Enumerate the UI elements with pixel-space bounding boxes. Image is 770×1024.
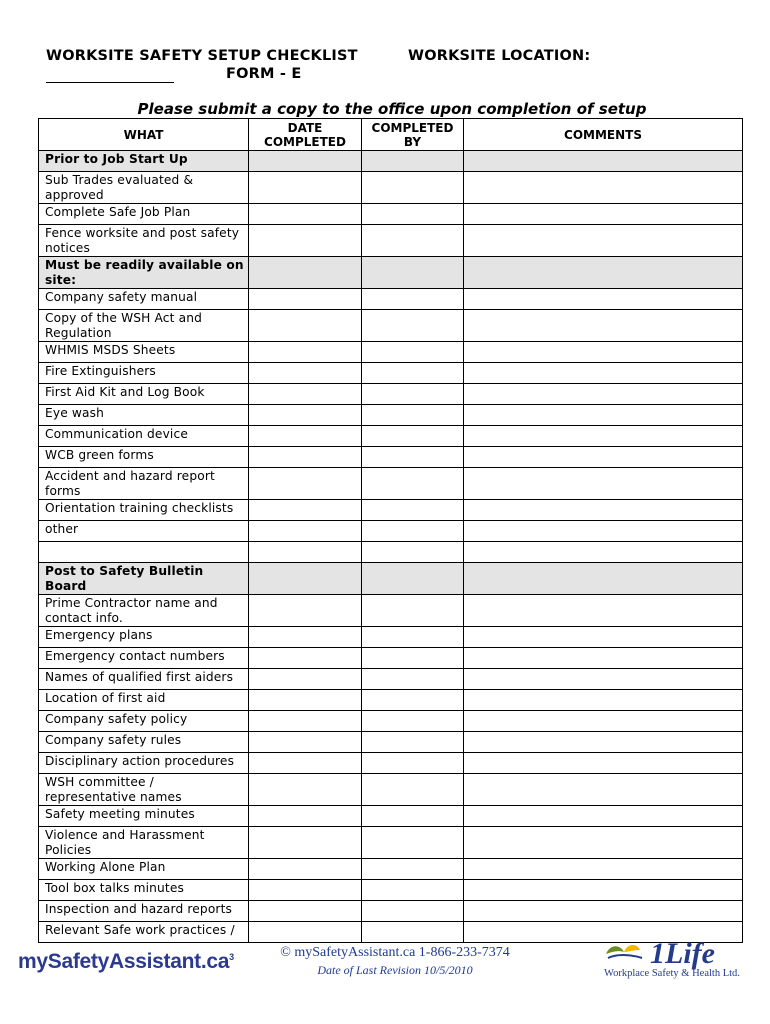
completed-by-cell[interactable]: [362, 711, 464, 732]
table-row: [39, 827, 743, 859]
date-completed-cell[interactable]: [249, 732, 362, 753]
table-header-row: [39, 119, 743, 151]
completed-by-cell[interactable]: [362, 384, 464, 405]
mysafetyassistant-logo: [18, 950, 234, 974]
table-row: [39, 627, 743, 648]
item-label: Sub Trades evaluated & approved: [39, 172, 249, 204]
item-label: Eye wash: [39, 405, 249, 426]
comments-cell[interactable]: [464, 859, 743, 880]
date-completed-cell[interactable]: [249, 542, 362, 563]
comments-cell[interactable]: [464, 711, 743, 732]
comments-cell[interactable]: [464, 310, 743, 342]
date-completed-cell[interactable]: [249, 627, 362, 648]
completed-by-cell: [362, 257, 464, 289]
table-row: [39, 225, 743, 257]
completed-by-cell[interactable]: [362, 363, 464, 384]
completed-by-cell[interactable]: [362, 880, 464, 901]
comments-cell[interactable]: [464, 753, 743, 774]
column-header-date-completed: DATE COMPLETED: [249, 119, 362, 151]
table-row: [39, 901, 743, 922]
completed-by-cell[interactable]: [362, 521, 464, 542]
completed-by-cell[interactable]: [362, 426, 464, 447]
comments-cell[interactable]: [464, 827, 743, 859]
comments-cell[interactable]: [464, 172, 743, 204]
comments-cell[interactable]: [464, 806, 743, 827]
submit-instruction: Please submit a copy to the office upon completion of setup: [137, 100, 647, 118]
item-label: Company safety rules: [39, 732, 249, 753]
completed-by-cell: [362, 151, 464, 172]
comments-cell[interactable]: [464, 648, 743, 669]
comments-cell: [464, 563, 743, 595]
completed-by-cell[interactable]: [362, 468, 464, 500]
item-label: Violence and Harassment Policies: [39, 827, 249, 859]
table-row: [39, 521, 743, 542]
item-label: Working Alone Plan: [39, 859, 249, 880]
completed-by-cell[interactable]: [362, 922, 464, 943]
date-completed-cell[interactable]: [249, 806, 362, 827]
comments-cell[interactable]: [464, 500, 743, 521]
comments-cell[interactable]: [464, 595, 743, 627]
table-row: [39, 859, 743, 880]
date-completed-cell[interactable]: [249, 500, 362, 521]
completed-by-cell[interactable]: [362, 901, 464, 922]
comments-cell[interactable]: [464, 521, 743, 542]
comments-cell[interactable]: [464, 384, 743, 405]
date-completed-cell[interactable]: [249, 690, 362, 711]
item-label: Tool box talks minutes: [39, 880, 249, 901]
comments-cell[interactable]: [464, 880, 743, 901]
column-header-what: WHAT: [39, 119, 249, 151]
comments-cell[interactable]: [464, 289, 743, 310]
date-completed-cell[interactable]: [249, 204, 362, 225]
date-completed-cell: [249, 563, 362, 595]
item-label: Must be readily available on site:: [39, 257, 249, 289]
date-completed-cell[interactable]: [249, 363, 362, 384]
table-row: [39, 542, 743, 563]
comments-cell[interactable]: [464, 468, 743, 500]
item-label: WCB green forms: [39, 447, 249, 468]
section-header-row: [39, 257, 743, 289]
completed-by-cell[interactable]: [362, 225, 464, 257]
completed-by-cell[interactable]: [362, 447, 464, 468]
comments-cell[interactable]: [464, 542, 743, 563]
comments-cell[interactable]: [464, 669, 743, 690]
footer-revision-date: Date of Last Revision 10/5/2010: [317, 963, 473, 977]
date-completed-cell[interactable]: [249, 901, 362, 922]
item-label: Safety meeting minutes: [39, 806, 249, 827]
completed-by-cell[interactable]: [362, 827, 464, 859]
date-completed-cell[interactable]: [249, 648, 362, 669]
comments-cell[interactable]: [464, 627, 743, 648]
completed-by-cell: [362, 563, 464, 595]
table-row: [39, 342, 743, 363]
item-label: other: [39, 521, 249, 542]
completed-by-cell[interactable]: [362, 753, 464, 774]
brand-1life: 1Life: [650, 937, 715, 970]
item-label: First Aid Kit and Log Book: [39, 384, 249, 405]
completed-by-cell[interactable]: [362, 627, 464, 648]
item-label: [39, 542, 249, 563]
comments-cell[interactable]: [464, 225, 743, 257]
date-completed-cell[interactable]: [249, 774, 362, 806]
completed-by-cell[interactable]: [362, 732, 464, 753]
date-completed-cell[interactable]: [249, 172, 362, 204]
comments-cell[interactable]: [464, 426, 743, 447]
item-label: Prime Contractor name and contact info.: [39, 595, 249, 627]
table-row: [39, 648, 743, 669]
table-row: [39, 669, 743, 690]
table-row: [39, 447, 743, 468]
section-header-row: [39, 563, 743, 595]
table-row: [39, 426, 743, 447]
item-label: Prior to Job Start Up: [39, 151, 249, 172]
date-completed-cell[interactable]: [249, 521, 362, 542]
completed-by-cell[interactable]: [362, 690, 464, 711]
footer-contact: © mySafetyAssistant.ca 1-866-233-7374: [280, 945, 510, 960]
completed-by-cell[interactable]: [362, 648, 464, 669]
table-row: [39, 384, 743, 405]
item-label: Inspection and hazard reports: [39, 901, 249, 922]
date-completed-cell[interactable]: [249, 426, 362, 447]
brand-subtitle: Workplace Safety & Health Ltd.: [604, 968, 740, 979]
column-header-comments: COMMENTS: [464, 119, 743, 151]
completed-by-cell[interactable]: [362, 204, 464, 225]
table-row: [39, 806, 743, 827]
table-row: [39, 880, 743, 901]
item-label: Location of first aid: [39, 690, 249, 711]
completed-by-cell[interactable]: [362, 774, 464, 806]
column-header-completed-by: COMPLETED BY: [362, 119, 464, 151]
item-label: Copy of the WSH Act and Regulation: [39, 310, 249, 342]
footer-info: [255, 945, 535, 978]
item-label: WSH committee / representative names: [39, 774, 249, 806]
date-completed-cell: [249, 257, 362, 289]
item-label: Fence worksite and post safety notices: [39, 225, 249, 257]
logo-text: mySafetyAssistant.ca: [18, 950, 230, 973]
worksite-location-label: WORKSITE LOCATION:: [408, 48, 591, 64]
table-row: [39, 595, 743, 627]
table-row: [39, 363, 743, 384]
completed-by-cell[interactable]: [362, 669, 464, 690]
item-label: Communication device: [39, 426, 249, 447]
table-row: [39, 468, 743, 500]
date-completed-cell[interactable]: [249, 289, 362, 310]
completed-by-cell[interactable]: [362, 289, 464, 310]
date-completed-cell[interactable]: [249, 447, 362, 468]
item-label: Relevant Safe work practices /: [39, 922, 249, 943]
item-label: Company safety policy: [39, 711, 249, 732]
item-label: Emergency contact numbers: [39, 648, 249, 669]
date-completed-cell: [249, 151, 362, 172]
completed-by-cell[interactable]: [362, 806, 464, 827]
form-title: WORKSITE SAFETY SETUP CHECKLIST: [46, 48, 358, 64]
comments-cell[interactable]: [464, 732, 743, 753]
completed-by-cell[interactable]: [362, 542, 464, 563]
comments-cell[interactable]: [464, 342, 743, 363]
comments-cell[interactable]: [464, 690, 743, 711]
table-row: [39, 753, 743, 774]
item-label: Post to Safety Bulletin Board: [39, 563, 249, 595]
table-row: [39, 774, 743, 806]
item-label: WHMIS MSDS Sheets: [39, 342, 249, 363]
location-blank-line: [46, 82, 174, 83]
date-completed-cell[interactable]: [249, 468, 362, 500]
completed-by-cell[interactable]: [362, 405, 464, 426]
comments-cell[interactable]: [464, 901, 743, 922]
completed-by-cell[interactable]: [362, 342, 464, 363]
comments-cell[interactable]: [464, 363, 743, 384]
item-label: Complete Safe Job Plan: [39, 204, 249, 225]
item-label: Emergency plans: [39, 627, 249, 648]
logo-mark: 3: [229, 952, 234, 962]
table-row: [39, 172, 743, 204]
completed-by-cell[interactable]: [362, 595, 464, 627]
date-completed-cell[interactable]: [249, 669, 362, 690]
table-row: [39, 732, 743, 753]
date-completed-cell[interactable]: [249, 753, 362, 774]
comments-cell: [464, 151, 743, 172]
form-id: FORM - E: [226, 66, 302, 82]
date-completed-cell[interactable]: [249, 880, 362, 901]
comments-cell[interactable]: [464, 204, 743, 225]
item-label: Accident and hazard report forms: [39, 468, 249, 500]
checklist-rows: [39, 151, 743, 943]
date-completed-cell[interactable]: [249, 342, 362, 363]
completed-by-cell[interactable]: [362, 500, 464, 521]
item-label: Company safety manual: [39, 289, 249, 310]
comments-cell[interactable]: [464, 405, 743, 426]
table-row: [39, 289, 743, 310]
date-completed-cell[interactable]: [249, 225, 362, 257]
date-completed-cell[interactable]: [249, 595, 362, 627]
date-completed-cell[interactable]: [249, 827, 362, 859]
completed-by-cell[interactable]: [362, 859, 464, 880]
date-completed-cell[interactable]: [249, 405, 362, 426]
comments-cell: [464, 257, 743, 289]
table-row: [39, 405, 743, 426]
completed-by-cell[interactable]: [362, 310, 464, 342]
table-row: [39, 711, 743, 732]
date-completed-cell[interactable]: [249, 384, 362, 405]
completed-by-cell[interactable]: [362, 172, 464, 204]
table-row: [39, 500, 743, 521]
table-row: [39, 690, 743, 711]
section-header-row: [39, 151, 743, 172]
date-completed-cell[interactable]: [249, 310, 362, 342]
table-row: [39, 310, 743, 342]
item-label: Names of qualified first aiders: [39, 669, 249, 690]
date-completed-cell[interactable]: [249, 859, 362, 880]
date-completed-cell[interactable]: [249, 922, 362, 943]
comments-cell[interactable]: [464, 774, 743, 806]
checklist-table: [38, 118, 743, 943]
date-completed-cell[interactable]: [249, 711, 362, 732]
table-row: [39, 204, 743, 225]
comments-cell[interactable]: [464, 447, 743, 468]
item-label: Fire Extinguishers: [39, 363, 249, 384]
item-label: Orientation training checklists: [39, 500, 249, 521]
item-label: Disciplinary action procedures: [39, 753, 249, 774]
